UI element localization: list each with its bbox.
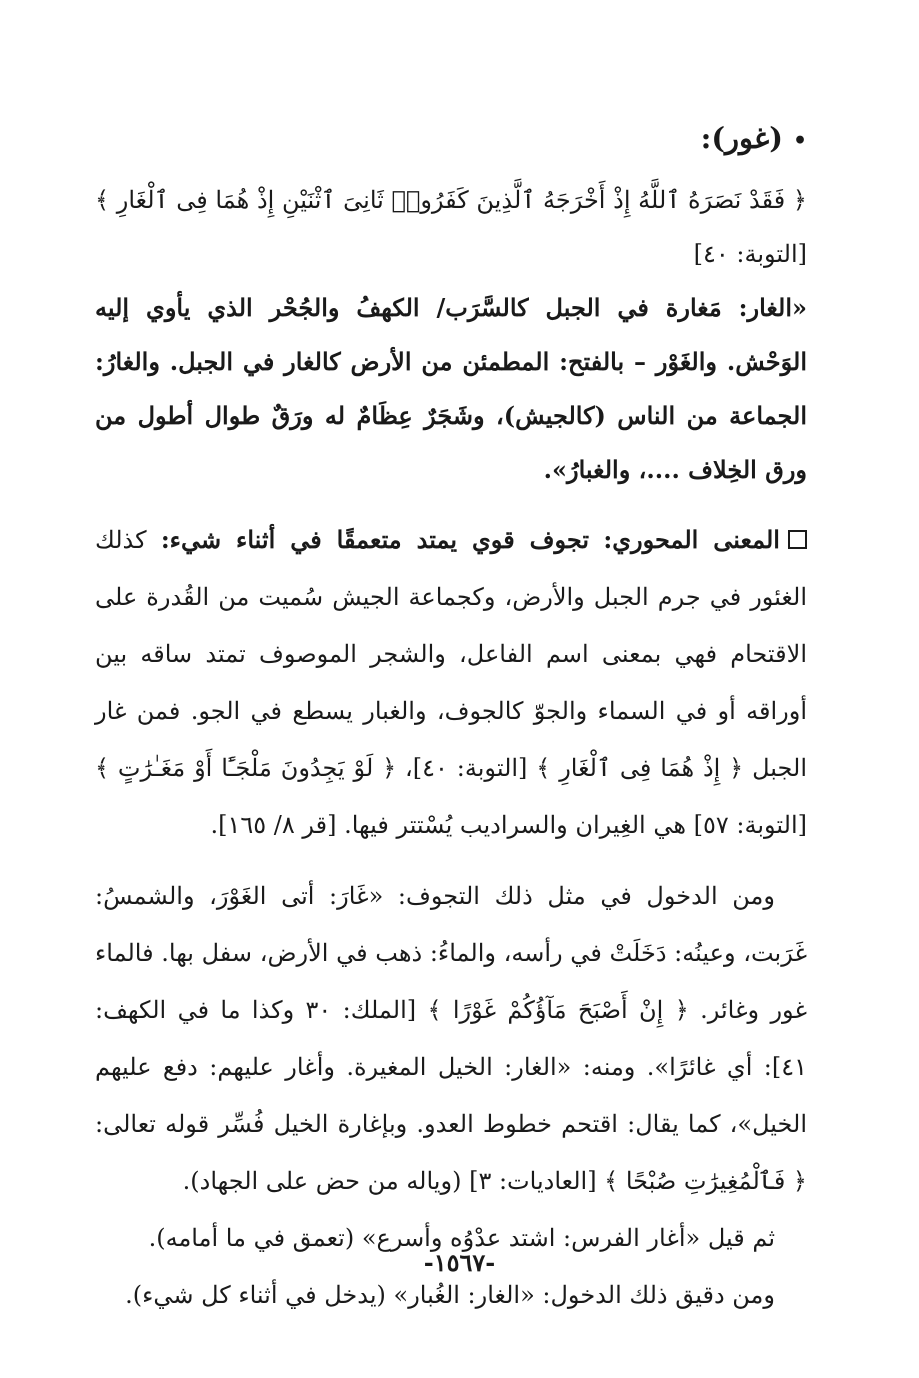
entry-paragraph: ومن الدخول في مثل ذلك التجوف: «غَارَ: أتى الغَوْرَ، والشمسُ: غَرَبت، وعينُه: دَخَلَتْ في رأسه، والماءُ: ذهب في الأرض، سفل بها. فالماء غور وغائر. ﴿ إِنْ أَصْبَحَ مَآؤُكُمْ غَوْرًا ﴾ [الملك: ٣٠ وكذا ما في الكهف: ٤١]: أي غائرًا». ومنه: «الغار: الخيل المغيرة. وأغار عليهم: دفع عليهم الخيل»، كما يقال: اقتحم خطوط العدو. وبإغارة الخيل فُسِّر قوله تعالى: ﴿ فَٱلْمُغِيرَٰتِ صُبْحًا ﴾ [العاديات: ٣] (وياله من حض على الجهاد). xyxy=(95,882,807,1195)
core-meaning-paragraph xyxy=(95,511,807,854)
core-meaning-label: المعنى المحوري: xyxy=(603,525,780,554)
horse-paragraph: ثم قيل «أغار الفرس: اشتد عدْوُه وأسرع» (تعمق في ما أمامه). xyxy=(148,1224,775,1252)
lexical-definition: «الغار: مَغارة في الجبل كالسَّرَب/ الكهفُ والجُحْر الذي يأوي إليه الوَحْش. والغَوْر – بالفتح: المطمئن من الأرض كالغار في الجبل. والغارُ: الجماعة من الناس (كالجيش)، وشَجَرٌ عِظَامٌ له ورَقٌ طوال أطول من ورق الخِلاف ....، والغبارُ». xyxy=(95,293,807,484)
entry-heading xyxy=(95,108,807,171)
entry-root: (غور): xyxy=(700,121,783,155)
quran-verse: ﴿ فَقَدْ نَصَرَهُ ٱللَّهُ إِذْ أَخْرَجَهُ ٱلَّذِينَ كَفَرُوا۟ ثَانِىَ ٱثْنَيْنِ إِذْ هُمَا فِى ٱلْغَارِ ﴾ [التوبة: ٤٠] xyxy=(95,186,807,268)
page-number: -١٥٦٧- xyxy=(423,1248,496,1277)
core-meaning-text: كذلك الغئور في جرم الجبل والأرض، وكجماعة الجيش سُميت من القُدرة على الاقتحام فهي بمعنى اسم الفاعل، والشجر الموصوف تمتد ساقه بين أوراقه أو في السماء والجوّ كالجوف، والغبار يسطع في الجو. فمن غار الجبل ﴿ إِذْ هُمَا فِى ٱلْغَارِ ﴾ [التوبة: ٤٠]، ﴿ لَوْ يَجِدُونَ مَلْجَـًٔا أَوْ مَغَـٰرَٰتٍ ﴾ [التوبة: ٥٧] هي الغِيران والسراديب يُسْتتر فيها. [قر ٨/ ١٦٥]. xyxy=(95,526,807,839)
bullet-icon: • xyxy=(792,128,807,154)
page-body xyxy=(95,108,807,1324)
square-outline-icon xyxy=(788,530,807,549)
dust-paragraph: ومن دقيق ذلك الدخول: «الغار: الغُبار» (يدخل في أثناء كل شيء). xyxy=(125,1281,775,1309)
core-meaning-summary: تجوف قوي يمتد متعمقًا في أثناء شيء: xyxy=(160,525,590,554)
